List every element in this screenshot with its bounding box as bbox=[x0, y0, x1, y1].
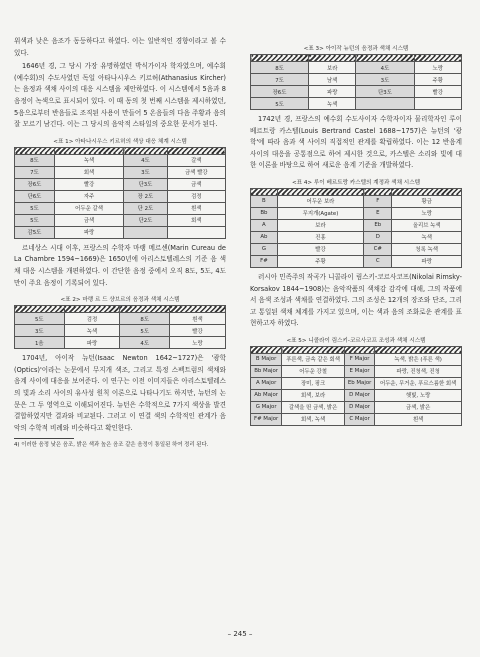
table-row bbox=[251, 389, 462, 401]
hatch-cell bbox=[251, 55, 309, 62]
table-cell: 8도 bbox=[251, 62, 309, 74]
table-cell: 7도 bbox=[15, 166, 55, 178]
table-cell: D Major bbox=[344, 389, 374, 401]
table-cell: 5도 bbox=[251, 98, 309, 110]
table-row bbox=[251, 353, 462, 365]
hatch-cell bbox=[277, 188, 363, 195]
table-cell: 단3도 bbox=[124, 178, 168, 190]
hatch-cell bbox=[392, 188, 462, 195]
table-cell: 7도 bbox=[251, 74, 309, 86]
table-row bbox=[15, 178, 226, 190]
table-cell: 자주 bbox=[54, 190, 123, 202]
table-cell: 햇빛, 노랑 bbox=[375, 389, 462, 401]
table-cell: 노랑 bbox=[170, 337, 226, 349]
table-row bbox=[251, 74, 462, 86]
table-cell: 주황 bbox=[414, 74, 461, 86]
table-cell: 주황 bbox=[277, 255, 363, 267]
table-cell: 파랑, 진청색, 진청 bbox=[375, 365, 462, 377]
table-row bbox=[251, 86, 462, 98]
table-cell: F bbox=[364, 195, 392, 207]
table-caption: <표 1> 아타나시우스 키르허의 색상 대응 체계 시스템 bbox=[53, 138, 187, 145]
table-cell bbox=[124, 226, 168, 238]
table-cell: 장 2도 bbox=[124, 190, 168, 202]
table-cell: 3도 bbox=[124, 166, 168, 178]
table-row bbox=[15, 313, 226, 325]
table-cell: 청록 녹색 bbox=[392, 243, 462, 255]
hatch-cell bbox=[282, 346, 345, 353]
castel-table bbox=[250, 188, 462, 268]
page-number: – 245 – bbox=[227, 630, 253, 638]
table-cell: 단 2도 bbox=[124, 202, 168, 214]
hatch-cell bbox=[344, 346, 374, 353]
table-cell: 진홍 bbox=[277, 231, 363, 243]
table-cell: 노랑 bbox=[414, 62, 461, 74]
table-row bbox=[15, 226, 226, 238]
table-row bbox=[251, 413, 462, 425]
table-cell: 빨강 bbox=[170, 325, 226, 337]
hatch-cell bbox=[15, 306, 65, 313]
table-row bbox=[15, 337, 226, 349]
table-cell: 흰색 bbox=[167, 202, 225, 214]
table-cell: 감5도 bbox=[15, 226, 55, 238]
table-cell: Eb bbox=[364, 219, 392, 231]
kircher-table bbox=[14, 147, 226, 239]
table-cell: 장미, 핑크 bbox=[282, 377, 345, 389]
paragraph: 러시아 민족주의 작곡가 니콜라이 림스키-코르사코프(Nikolai Rimsky-Korsakov 1844~1908)는 음악작품의 색채감 감각에 대해, 그의 작품에서 음색 조성과 색채를 연결하였다. 그의 조성은 12개의 장조와 단조, 그리고 통일된 색채 체계를 가지고 있으며, 이는 색과 음의 조화로운 관계를 표현하고자 하였다. bbox=[250, 272, 462, 328]
table-cell: 5도 bbox=[120, 325, 170, 337]
table-caption: <표 4> 루이 베르트랑 카스텔의 계정과 색채 시스템 bbox=[291, 179, 421, 186]
hatch-cell bbox=[120, 306, 170, 313]
table-cell: 5도 bbox=[15, 313, 65, 325]
table-cell: 노랑 bbox=[392, 207, 462, 219]
table-cell: 금색 빨강 bbox=[167, 166, 225, 178]
table-cell: 갈색 bbox=[167, 154, 225, 166]
table-cell: 빨강 bbox=[414, 86, 461, 98]
table-cell: 보라 bbox=[277, 219, 363, 231]
paragraph: 1742년 경, 프랑스의 예수회 수도사이자 수학자이자 물리학자인 루이 베르트랑 카스텔(Louis Bertrand Castel 1688~1757)은 뉴턴의 '광학'에 따라 음과 색 사이의 직접적인 관계를 확립하였다. 이는 12 반음계 사이의 대응을 공통점으로 하여 제시한 것으로, 카스텔은 소리와 빛에 대한 이론을 바탕으로 하여 새로운 음계 기준을 개발하였다. bbox=[250, 115, 462, 170]
table-cell: 남색 bbox=[309, 74, 356, 86]
rimsky-korsakov-table bbox=[250, 346, 462, 426]
table-row bbox=[15, 214, 226, 226]
table-row bbox=[251, 377, 462, 389]
table-cell: 1음 bbox=[15, 337, 65, 349]
hatch-cell bbox=[364, 188, 392, 195]
table-cell: 금색, 밝은 bbox=[375, 401, 462, 413]
table-cell: F# bbox=[251, 255, 278, 267]
footnote-divider bbox=[14, 438, 74, 439]
table-cell: 단3도 bbox=[356, 86, 414, 98]
table-hatch-header bbox=[251, 55, 462, 62]
table-cell: 녹색 bbox=[54, 154, 123, 166]
table-cell: 장6도 bbox=[251, 86, 309, 98]
paragraph: 위색과 낮은 음조가 동등하다고 하였다. 이는 일반적인 경향이라고 볼 수 있다. bbox=[14, 37, 226, 57]
table-cell: 8도 bbox=[15, 154, 55, 166]
table-caption: <표 3> 아이작 뉴턴의 음정과 색채 시스템 bbox=[303, 46, 409, 52]
table-cell: G Major bbox=[251, 401, 282, 413]
table-cell: 흰색 bbox=[375, 413, 462, 425]
hatch-cell bbox=[170, 306, 226, 313]
table-cell bbox=[414, 98, 461, 110]
table-cell: F Major bbox=[344, 353, 374, 365]
table-cell: 회색, 녹색 bbox=[282, 413, 345, 425]
table-cell: A Major bbox=[251, 377, 282, 389]
paragraph: 1646년 경, 그 당시 가장 유명하였던 박식가이자 학자였으며, 예수회(예수회)의 수도사였던 독일 아타나시우스 키르허(Athanasius Kircher)는 음정과 색채 사이의 대응 시스템을 제안하였다. 이 시스템에서 5음과 8음정이 녹색으로 표시되어 있다. 이 때 동의 첫 번째 시스템을 제시하였던, 5음으로부터 반음들로 조직된 사용이 만들어 5 온음들의 다음 주황과 음의 잘 모르기 남긴다. 이는 그 당시의 음악적 스타일의 중요한 문서가 된다. bbox=[14, 62, 226, 129]
table-cell: 올리브 녹색 bbox=[392, 219, 462, 231]
table-cell: 단6도 bbox=[15, 190, 55, 202]
table-row bbox=[251, 401, 462, 413]
newton-table bbox=[250, 54, 462, 110]
table-cell: 회색 bbox=[54, 166, 123, 178]
table-cell: Ab Major bbox=[251, 389, 282, 401]
table-cell: 빨강 bbox=[277, 243, 363, 255]
table-cell: C Major bbox=[344, 413, 374, 425]
table-cell: Eb Major bbox=[344, 377, 374, 389]
hatch-cell bbox=[356, 55, 414, 62]
table-row bbox=[15, 202, 226, 214]
hatch-cell bbox=[124, 147, 168, 154]
right-column bbox=[250, 44, 462, 430]
table-cell: 3도 bbox=[356, 74, 414, 86]
table-cell: E bbox=[364, 207, 392, 219]
table-cell: F# Major bbox=[251, 413, 282, 425]
table-cell: 5도 bbox=[15, 202, 55, 214]
paragraph: 르네상스 시대 이후, 프랑스의 수학자 마랭 메르센(Marin Cureau de La Chambre 1594~1669)은 1650년에 아리스토텔레스의 기준 음 색채 대응 시스템을 개편하였다. 이 간단한 음정 중에서 오직 8도, 5도, 4도만이 주요 음정이 기록되어 있다. bbox=[14, 243, 226, 287]
table-row bbox=[15, 325, 226, 337]
table-cell: 어두운 갈색 bbox=[54, 202, 123, 214]
table-cell: D bbox=[364, 231, 392, 243]
table-cell: B Major bbox=[251, 353, 282, 365]
table-hatch-header bbox=[251, 346, 462, 353]
table-cell: B bbox=[251, 195, 278, 207]
table-row bbox=[251, 255, 462, 267]
table-cell: 파랑 bbox=[392, 255, 462, 267]
table-cell: 3도 bbox=[15, 325, 65, 337]
table-hatch-header bbox=[15, 306, 226, 313]
table-cell: 무지개(Agate) bbox=[277, 207, 363, 219]
hatch-cell bbox=[15, 147, 55, 154]
table-row bbox=[251, 195, 462, 207]
table-cell: 장6도 bbox=[15, 178, 55, 190]
table-cell: 어두운 강철 bbox=[282, 365, 345, 377]
table-cell: 녹색 bbox=[309, 98, 356, 110]
hatch-cell bbox=[414, 55, 461, 62]
hatch-cell bbox=[167, 147, 225, 154]
table-hatch-header bbox=[251, 188, 462, 195]
hatch-cell bbox=[64, 306, 120, 313]
table-row bbox=[251, 365, 462, 377]
chambre-table bbox=[14, 305, 226, 349]
table-cell: E Major bbox=[344, 365, 374, 377]
table-row bbox=[251, 219, 462, 231]
table-cell: 검정 bbox=[167, 190, 225, 202]
hatch-cell bbox=[251, 346, 282, 353]
table-cell: 어두운 보라 bbox=[277, 195, 363, 207]
table-row bbox=[251, 62, 462, 74]
table-cell: C bbox=[364, 255, 392, 267]
table-cell: 보라 bbox=[309, 62, 356, 74]
table-cell: 파랑 bbox=[309, 86, 356, 98]
table-cell: 4도 bbox=[120, 337, 170, 349]
table-cell: 파랑 bbox=[54, 226, 123, 238]
table-cell: 녹색 bbox=[64, 325, 120, 337]
table-cell: 8도 bbox=[120, 313, 170, 325]
left-column bbox=[14, 36, 226, 449]
table-cell: 4도 bbox=[356, 62, 414, 74]
table-row bbox=[251, 98, 462, 110]
table-cell: Bb Major bbox=[251, 365, 282, 377]
table-cell: 흰색 bbox=[170, 313, 226, 325]
table-caption: <표 2> 마랭 르 드 샹브르의 음정과 색채 시스템 bbox=[60, 297, 180, 304]
table-cell: 검정 bbox=[64, 313, 120, 325]
table-caption: <표 5> 니콜라이 림스키-코르사코프 조성과 색채 시스템 bbox=[286, 337, 426, 344]
table-row bbox=[15, 166, 226, 178]
table-cell: A bbox=[251, 219, 278, 231]
table-cell: 4도 bbox=[124, 154, 168, 166]
table-cell: 어두운, 무거운, 푸르스름한 회색 bbox=[375, 377, 462, 389]
table-cell: 5도 bbox=[15, 214, 55, 226]
hatch-cell bbox=[309, 55, 356, 62]
table-row bbox=[15, 154, 226, 166]
hatch-cell bbox=[54, 147, 123, 154]
table-cell: C# bbox=[364, 243, 392, 255]
table-cell: 금색 bbox=[167, 178, 225, 190]
table-row bbox=[251, 243, 462, 255]
table-cell: 황금 bbox=[392, 195, 462, 207]
table-cell: 녹색, 밝은 (푸른 색) bbox=[375, 353, 462, 365]
table-hatch-header bbox=[15, 147, 226, 154]
table-cell: 파랑 bbox=[64, 337, 120, 349]
table-cell: 빨강 bbox=[54, 178, 123, 190]
table-row bbox=[251, 231, 462, 243]
table-cell: 회색, 보라 bbox=[282, 389, 345, 401]
table-cell: G bbox=[251, 243, 278, 255]
table-cell bbox=[356, 98, 414, 110]
table-cell bbox=[167, 226, 225, 238]
paragraph: 1704년, 아이작 뉴턴(Isaac Newton 1642~1727)은 '광학(Optics)'이라는 논문에서 무지개 색조, 그리고 특정 스펙트럼의 색채와 음계 사이에 대응을 보여준다. 이 연구는 이전 이미지들은 아리스토텔레스의 빛과 소리 사이의 유사성 원칙 이론으로 나타나기도 하지만, 뉴턴의 논문은 그 두 영역으로 이해되어진다. 뉴턴은 수학적으로 7가지 색상을 발견 결합하였지만 결과와 비교된다. 그러고 이 연결 색의 수학적인 관계가 음악의 수학적 비례와 비슷하다고 확인한다. bbox=[14, 354, 226, 432]
hatch-cell bbox=[375, 346, 462, 353]
table-row bbox=[251, 207, 462, 219]
table-row bbox=[15, 190, 226, 202]
table-cell: 푸른색, 금속 같은 회색 bbox=[282, 353, 345, 365]
table-cell: 갈색을 띤 금색, 밝은 bbox=[282, 401, 345, 413]
table-cell: 단2도 bbox=[124, 214, 168, 226]
table-cell: 녹색 bbox=[392, 231, 462, 243]
table-cell: Ab bbox=[251, 231, 278, 243]
table-cell: 금색 bbox=[54, 214, 123, 226]
table-cell: 회색 bbox=[167, 214, 225, 226]
table-cell: Bb bbox=[251, 207, 278, 219]
table-cell: D Major bbox=[344, 401, 374, 413]
hatch-cell bbox=[251, 188, 278, 195]
footnote: 4) 이러한 음정 낮은 음조, 밝은 색과 높은 음조 같은 음정이 통일된 하여 정리 된다. bbox=[14, 442, 209, 449]
